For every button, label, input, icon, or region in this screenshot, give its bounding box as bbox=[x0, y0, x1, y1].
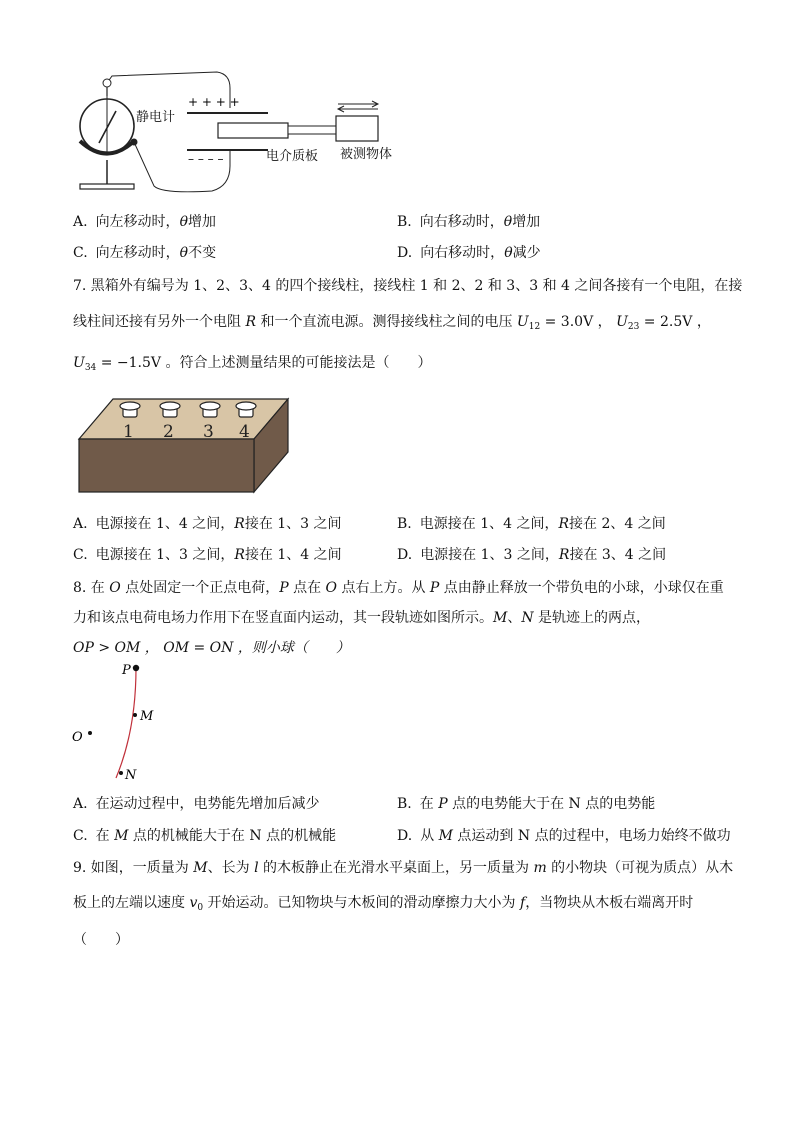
electrometer-figure bbox=[72, 66, 392, 201]
q7-option-d[interactable]: D. 电源接在 1、3 之间，R接在 3、4 之间 bbox=[397, 547, 667, 563]
q7-option-a[interactable]: A. 电源接在 1、4 之间，R接在 1、3 之间 bbox=[73, 516, 342, 532]
terminal-3: 3 bbox=[203, 422, 214, 442]
q6-option-b[interactable]: B. 向右移动时，θ增加 bbox=[397, 214, 541, 230]
point-o: O bbox=[72, 730, 83, 745]
q7-line-3: $U_{34} = -1.5V$ 。符合上述测量结果的可能接法是（ ） bbox=[73, 355, 432, 373]
q8-line-2: 力和该点电荷电场力作用下在竖直面内运动，其一段轨迹如图所示。M、N 是轨迹上的两点， bbox=[73, 610, 651, 626]
q9-line-1: 9. 如图，一质量为 M、长为 l 的木板静止在光滑水平桌面上，另一质量为 m 的小物块（可视为质点）从木 bbox=[73, 860, 734, 876]
label-electrometer: 静电计 bbox=[136, 110, 176, 125]
q8-option-a[interactable]: A. 在运动过程中，电势能先增加后减少 bbox=[73, 796, 320, 812]
q8-option-d[interactable]: D. 从 M 点运动到 N 点的过程中，电场力始终不做功 bbox=[397, 828, 731, 844]
q8-option-b[interactable]: B. 在 P 点的电势能大于在 N 点的电势能 bbox=[397, 796, 656, 812]
q6-option-d[interactable]: D. 向右移动时，θ减少 bbox=[397, 245, 541, 261]
q7-option-b[interactable]: B. 电源接在 1、4 之间，R接在 2、4 之间 bbox=[397, 516, 666, 532]
q8-line-1: 8. 在 O 点处固定一个正点电荷，P 点在 O 点右上方。从 P 点由静止释放一个带负电的小球，小球仅在重 bbox=[73, 580, 724, 596]
q9-line-2: 板上的左端以速度 $v_0$ 开始运动。已知物块与木板间的滑动摩擦力大小为 f，当物块从木板右端离开时 bbox=[73, 895, 694, 913]
q7-line-2: 线柱间还接有另外一个电阻 R 和一个直流电源。测得接线柱之间的电压 $U_{12} = 3.0V$ ， $U_{23} = 2.5V$ ， bbox=[73, 314, 711, 332]
q9-line-3: （ ） bbox=[73, 932, 129, 948]
q7-option-c[interactable]: C. 电源接在 1、3 之间，R接在 1、4 之间 bbox=[73, 547, 342, 563]
q8-line-3: OP > OM ， OM = ON ，则小球（ ） bbox=[73, 640, 350, 656]
point-m: M bbox=[140, 709, 154, 724]
q8-option-c[interactable]: C. 在 M 点的机械能大于在 N 点的机械能 bbox=[73, 828, 337, 844]
terminal-4: 4 bbox=[239, 422, 250, 442]
svg-text:+ + + +: + + + + bbox=[188, 95, 240, 109]
label-object: 被测物体 bbox=[340, 147, 393, 162]
black-box-figure bbox=[76, 396, 291, 496]
svg-text:– – – –: – – – – bbox=[188, 152, 224, 166]
point-n: N bbox=[125, 768, 137, 783]
trajectory-figure bbox=[68, 660, 158, 785]
terminal-1: 1 bbox=[123, 422, 134, 442]
q7-line-1: 7. 黑箱外有编号为 1、2、3、4 的四个接线柱，接线柱 1 和 2、2 和 3、3 和 4 之间各接有一个电阻，在接 bbox=[73, 278, 743, 294]
q6-option-c[interactable]: C. 向左移动时，θ不变 bbox=[73, 245, 217, 261]
terminal-2: 2 bbox=[163, 422, 174, 442]
q6-option-a[interactable]: A. 向左移动时，θ增加 bbox=[73, 214, 216, 230]
label-dielectric: 电介质板 bbox=[266, 149, 319, 164]
point-p: P bbox=[122, 663, 131, 678]
